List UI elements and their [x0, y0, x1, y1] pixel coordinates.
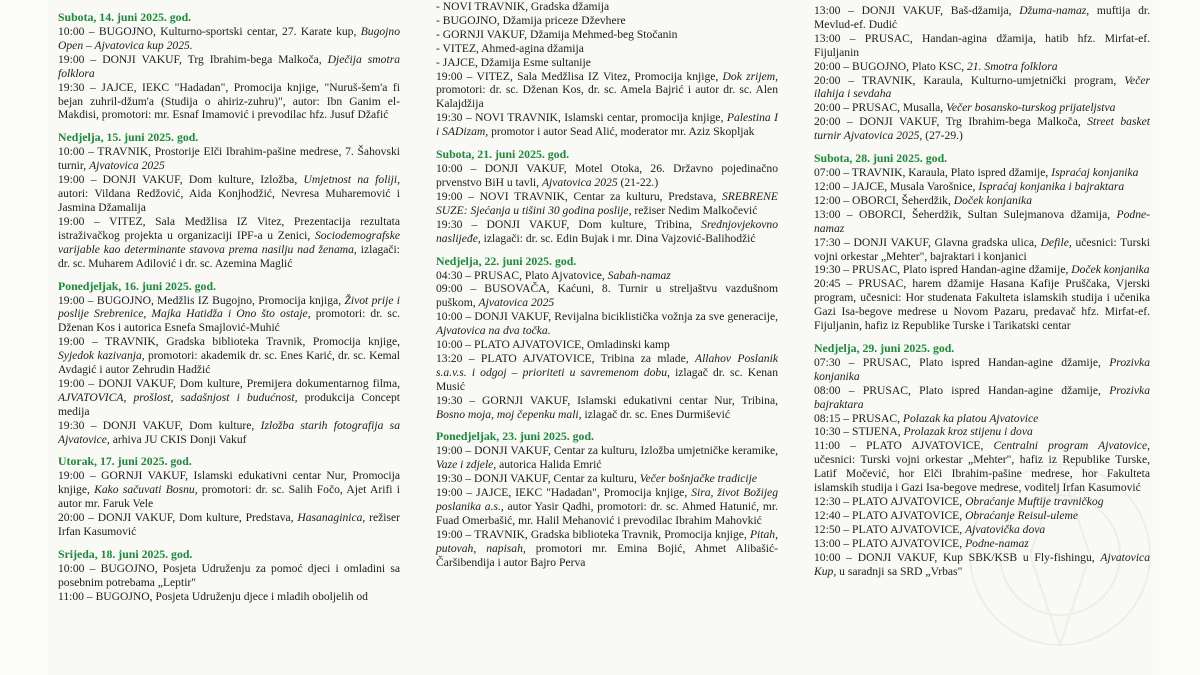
event-text: 19:30 – DONJI VAKUF, Dom kulture, — [58, 418, 261, 432]
event-entry — [436, 282, 778, 310]
event-entry — [436, 269, 778, 283]
event-text: 13:00 – PRUSAC, Handan-agina džamija, hatib hfz. Mirfat-ef. Fijuljanin — [814, 31, 1150, 59]
event-text: 19:00 – VITEZ, Sala Medžlisa IZ Vitez, Prezentacija rezultata istraživačkog projekta u organizaciji IPF-a u Zenici, — [58, 214, 400, 242]
event-entry — [814, 236, 1150, 264]
event-text: 12:00 – OBORCI, Šeherdžik, — [814, 193, 954, 207]
event-title: Sociodemografske varijable kao determinante stavova prema nasilju nad ženama, — [58, 228, 400, 256]
event-title: Ajvatovička dova — [965, 522, 1046, 536]
event-title: Bosno moja, moj čepenku mali, — [436, 407, 582, 421]
day-heading: Subota, 14. juni 2025. god. — [58, 10, 192, 24]
event-title: Večer bosansko-turskog prijateljstva — [946, 101, 1116, 115]
event-text: 10:00 – BUGOJNO, Kulturno-sportski centar, 27. Karate kup, — [58, 25, 361, 38]
day-block — [814, 341, 1150, 579]
event-entry — [436, 14, 778, 28]
event-text: 13:20 – PLATO AJVATOVICE, Tribina za mlade, — [436, 351, 695, 365]
event-text: - NOVI TRAVNIK, Gradska džamija — [436, 0, 610, 13]
event-details: promotori mr. Emina Bojić, Ahmet Alibašić-Čaršibendija i autor Bajro Perva — [436, 541, 779, 569]
day-block — [58, 130, 400, 270]
event-text: 20:00 – DONJI VAKUF, Dom kulture, Predstava, — [58, 511, 298, 525]
event-title: Ispraćaj konjanika — [1051, 166, 1139, 180]
event-text: 07:00 – TRAVNIK, Karaula, Plato ispred džamije, — [814, 166, 1052, 180]
event-entry — [436, 190, 778, 218]
event-title: Allahov Poslanik s.a.v.s. i odgoj – prioriteti u savremenom dobu, — [436, 351, 778, 379]
day-heading: Nedjelja, 29. juni 2025. god. — [814, 340, 955, 355]
event-details: režiser Nedim Malkočević — [631, 203, 758, 217]
event-text: 10:00 – DONJI VAKUF, Motel Otoka, 26. Državno pojedinačno prvenstvo BiH u tavli, — [436, 162, 778, 189]
event-entry — [436, 472, 778, 486]
event-details: produkcija Concept medija — [58, 390, 400, 418]
event-entry — [436, 0, 778, 14]
day-block — [58, 547, 400, 604]
event-entry — [436, 111, 778, 139]
event-title: Ajvatovica na dva točka. — [436, 324, 551, 338]
event-text: 12:40 – PLATO AJVATOVICE, — [814, 508, 966, 522]
event-entry — [814, 115, 1150, 143]
event-text: 19:00 – NOVI TRAVNIK, Centar za kulturu, Predstava, — [436, 189, 722, 203]
event-text: 19:00 – TRAVNIK, Gradska biblioteka Travnik, Promocija knjige, — [58, 335, 400, 349]
event-entry — [58, 53, 400, 81]
event-text: 10:00 – TRAVNIK, Prostorije Elči Ibrahim-pašine medrese, 7. Šahovski turnir, — [58, 145, 400, 173]
program-column-2 — [436, 0, 778, 578]
event-text: 19:00 – DONJI VAKUF, Centar za kulturu, Izložba umjetničke keramike, — [436, 444, 778, 458]
event-entry — [814, 439, 1150, 495]
event-entry — [436, 310, 778, 338]
event-entry — [58, 469, 400, 511]
event-entry — [58, 173, 400, 215]
event-entry — [58, 511, 400, 539]
event-title: Syjedok kazivanja, — [58, 349, 145, 363]
event-text: 13:00 – DONJI VAKUF, Baš-džamija, — [814, 4, 1020, 17]
program-column-1 — [58, 10, 400, 612]
event-text: 10:00 – BUGOJNO, Posjeta Udruženju za pomoć djeci i omladini sa posebnim potrebama „Leptir" — [58, 562, 400, 589]
day-block — [436, 0, 778, 139]
event-details: (21-22.) — [617, 175, 659, 189]
event-entry — [814, 412, 1150, 426]
day-heading: Subota, 28. juni 2025. god. — [814, 151, 948, 166]
event-entry — [436, 338, 778, 352]
event-title: Palestina I i SADizam, — [436, 111, 778, 139]
event-text: 19:30 – DONJI VAKUF, Dom kulture, Tribina, — [436, 217, 702, 231]
day-block — [436, 429, 778, 569]
event-title: Dok zrijem, — [722, 69, 778, 83]
event-entry — [436, 218, 778, 246]
event-title: AJVATOVICA, prošlost, sadašnjost i budućnost, — [58, 390, 298, 404]
event-entry — [814, 425, 1150, 439]
event-text: 19:00 – VITEZ, Sala Medžlisa IZ Vitez, Promocija knjige, — [436, 69, 723, 83]
event-title: Podne-namaz — [965, 536, 1029, 550]
event-title: Defile, — [1040, 235, 1072, 249]
event-text: 11:00 – PLATO AJVATOVICE, — [814, 439, 994, 453]
event-entry — [814, 523, 1150, 537]
event-details: autori: Vildana Redžović, Aida Konjhodžić, Nevresa Muharemović i Jasmina Džamalija — [58, 187, 400, 214]
day-heading: Ponedjeljak, 16. juni 2025. god. — [58, 278, 216, 293]
event-text: 08:00 – PRUSAC, Plato ispred Handan-agine džamije, — [814, 383, 1110, 397]
event-entry — [436, 352, 778, 394]
event-title: Prolazak kroz stijenu i dova — [903, 425, 1033, 439]
event-title: Večer ilahija i sevdaha — [814, 73, 1150, 101]
event-text: 13:00 – OBORCI, Šeherdžik, Sultan Sulejmanova džamija, — [814, 207, 1117, 221]
event-details: izlagači: dr. sc. Edin Bujak i mr. Dina Vajzović-Balihodžić — [480, 231, 756, 245]
program-column-3 — [814, 4, 1150, 586]
event-text: - VITEZ, Ahmed-agina džamija — [436, 41, 584, 55]
event-details: promotori: dr. sc. Salih Fočo, Ajet Arifi i autor mr. Faruk Vele — [58, 483, 400, 511]
event-title: Džuma-namaz, — [1019, 4, 1090, 17]
event-details: učesnici: Turski vojni orkestar „Mehter", hafiz iz Republike Turske, Latif Močević, hor Elči Ibrahim-pašine medrese, hor Fakulteta islamskih studija i Gazi Isa-begove medrese, voditelj Irfan Kasumović — [814, 453, 1150, 495]
event-entry — [436, 528, 778, 570]
event-entry — [814, 537, 1150, 551]
event-entry — [814, 263, 1150, 277]
event-entry — [814, 495, 1150, 509]
event-text: 19:00 – BUGOJNO, Medžlis IZ Bugojno, Promocija knjiga, — [58, 293, 345, 307]
event-entry — [436, 486, 778, 528]
day-block — [814, 151, 1150, 333]
day-heading: Ponedjeljak, 23. juni 2025. god. — [436, 429, 594, 444]
event-title: Sira, život Božijeg poslanika a.s., — [436, 486, 779, 514]
event-details: izlagač dr. sc. Kenan Musić — [436, 365, 778, 393]
event-details: autorica Halida Emrić — [496, 458, 602, 472]
event-title: Doček konjanika — [953, 193, 1032, 207]
event-text: 19:00 – TRAVNIK, Gradska biblioteka Travnik, Promocija knjige, — [436, 527, 750, 541]
event-title: Kako sačuvati Bosnu, — [94, 483, 198, 497]
event-entry — [814, 101, 1150, 115]
event-details: arhiva JU CKIS Donji Vakuf — [109, 432, 247, 446]
event-title: Centralni program Ajvatovice, — [993, 439, 1150, 453]
event-title: Ajvatovica 2025 — [541, 175, 618, 189]
event-title: Bugojno Open – Ajvatovica kup 2025. — [58, 25, 400, 52]
event-title: Obraćanje Reisul-uleme — [965, 508, 1079, 522]
event-entry — [436, 444, 778, 472]
event-title: Ajvatovica 2025 — [478, 296, 555, 310]
event-details: promotori: dr. sc. Dženan Kos, dr. sc. Amela Bajrić i autor dr. sc. Alen Kalajdžija — [436, 83, 778, 111]
event-text: 19:30 – NOVI TRAVNIK, Islamski centar, promocija knjige, — [436, 111, 727, 125]
event-title: Doček konjanika — [1071, 263, 1150, 277]
event-title: Život prije i poslije Srebrenice, Majka Hatidža i Ono što ostaje, — [58, 293, 401, 321]
event-text: 10:30 – STIJENA, — [814, 425, 904, 439]
event-entry — [436, 70, 778, 112]
event-entry — [58, 590, 400, 604]
event-text: 19:30 – DONJI VAKUF, Centar za kulturu, — [436, 472, 640, 486]
event-text: - JAJCE, Džamija Esme sultanije — [436, 55, 591, 69]
day-heading: Subota, 21. juni 2025. god. — [436, 147, 570, 162]
day-block — [58, 454, 400, 539]
event-entry — [58, 81, 400, 123]
event-text: 12:50 – PLATO AJVATOVICE, — [814, 522, 966, 536]
event-entry — [58, 145, 400, 173]
event-entry — [436, 394, 778, 422]
event-title: Vaze i zdjele, — [436, 458, 497, 472]
event-text: 04:30 – PRUSAC, Plato Ajvatovice, — [436, 268, 608, 282]
day-heading: Srijeda, 18. juni 2025. god. — [58, 547, 193, 561]
event-entry — [814, 194, 1150, 208]
event-details: (27-29.) — [922, 129, 963, 143]
day-block — [58, 279, 400, 447]
event-entry — [58, 419, 400, 447]
event-text: 19:30 – GORNJI VAKUF, Islamski edukativni centar Nur, Tribina, — [436, 393, 778, 407]
event-details: promotori: dr. sc. Dženan Kos i autorica Esnefa Smajlović-Muhić — [58, 307, 400, 335]
event-title: Pitah, putovah, napisah, — [436, 527, 778, 555]
event-entry — [814, 208, 1150, 236]
event-text: 20:00 – BUGOJNO, Plato KSC, — [814, 59, 967, 73]
event-details: izlagači: dr. sc. Muharem Adilović i dr. sc. Azemina Maglić — [58, 242, 400, 270]
day-block — [58, 10, 400, 122]
event-text: 20:00 – PRUSAC, Musalla, — [814, 101, 947, 115]
event-title: Umjetnost na foliji, — [303, 173, 400, 187]
event-entry — [58, 25, 400, 53]
event-text: 19:00 – GORNJI VAKUF, Islamski edukativni centar Nur, Promocija knjige, — [58, 469, 400, 497]
event-details: muftija dr. Mevlud-ef. Dudić — [814, 4, 1150, 31]
event-details: učesnici: Turski vojni orkestar „Mehter", bajraktari i konjanici — [814, 235, 1150, 263]
day-heading: Nedjelja, 15. juni 2025. god. — [58, 130, 199, 145]
event-details: promotori: akademik dr. sc. Enes Karić, dr. sc. Kemal Avdagić i autor Zehrudin Hadžić — [58, 349, 401, 377]
event-entry — [58, 294, 400, 336]
event-text: 20:00 – DONJI VAKUF, Trg Ibrahim-bega Malkoča, — [814, 115, 1088, 129]
event-title: Hasanaginica, — [297, 511, 366, 525]
event-entry — [814, 32, 1150, 60]
event-entry — [814, 356, 1150, 384]
day-heading: Nedjelja, 22. juni 2025. god. — [436, 253, 577, 268]
event-entry — [58, 377, 400, 419]
event-entry — [58, 562, 400, 590]
event-text: 07:30 – PRUSAC, Plato ispred Handan-agine džamije, — [814, 355, 1110, 369]
day-block — [814, 4, 1150, 143]
event-text: 19:00 – JAJCE, IEKC "Hadadan", Promocija knjige, — [436, 486, 692, 500]
event-text: 20:00 – TRAVNIK, Karaula, Kulturno-umjetnički program, — [814, 73, 1125, 87]
event-title: Podne-namaz — [814, 207, 1150, 235]
event-text: 10:00 – DONJI VAKUF, Kup SBK/KSB u Fly-fishingu, — [814, 550, 1101, 564]
day-block — [436, 147, 778, 245]
event-text: 12:00 – JAJCE, Musala Varošnice, — [814, 179, 979, 193]
event-text: 19:00 – DONJI VAKUF, Dom kulture, Izložba, — [58, 173, 304, 187]
event-details: autor Yasir Qadhi, promotori: dr. sc. Ahmed Hatunić, mr. Fuad Omerbašić, mr. Halil Mehanović i prevodilac Ibrahim Mahovkić — [436, 500, 778, 527]
event-entry — [814, 384, 1150, 412]
event-title: Izložba starih fotografija sa Ajvatovice, — [58, 418, 400, 446]
event-title: Ajvatovica 2025 — [89, 159, 165, 173]
event-entry — [814, 277, 1150, 333]
event-text: 08:15 – PRUSAC, — [814, 411, 903, 425]
event-entry — [58, 215, 400, 271]
event-entry — [814, 551, 1150, 579]
event-entry — [814, 180, 1150, 194]
event-entry — [814, 509, 1150, 523]
event-text: 10:00 – DONJI VAKUF, Revijalna biciklistička vožnja za sve generacije, — [436, 310, 778, 324]
day-block — [436, 254, 778, 422]
event-title: Obraćanje Muftije travničkog — [965, 495, 1104, 508]
event-entry — [436, 162, 778, 190]
event-title: Polazak ka platou Ajvatovice — [902, 411, 1039, 425]
event-title: Sabah-namaz — [607, 268, 671, 282]
event-entry — [814, 74, 1150, 102]
event-title: 21. Smotra folklora — [967, 59, 1058, 73]
event-title: Ispraćaj konjanika i bajraktara — [978, 179, 1125, 193]
event-text: - GORNJI VAKUF, Džamija Mehmed-beg Stočanin — [436, 27, 678, 41]
event-entry — [814, 166, 1150, 180]
event-details: režiser Irfan Kasumović — [58, 511, 400, 539]
event-text: 17:30 – DONJI VAKUF, Glavna gradska ulica, — [814, 235, 1041, 249]
event-text: 13:00 – PLATO AJVATOVICE, — [814, 536, 966, 550]
event-text: 19:30 – JAJCE, IEKC "Hadadan", Promocija knjige, "Nuruš-šem'a fi bejan zuhril-džum'a (Studija o ahiriz-zuhru)", autor: Ibn Ganim el-Makdisi, promotori: mr. Esnaf Imamović i prevodilac hfz. Jusuf Džafić — [58, 80, 400, 122]
event-entry — [814, 60, 1150, 74]
event-text: 20:45 – PRUSAC, harem džamije Hasana Kafije Pruščaka, Vjerski program, učesnici: Hor studenata Fakulteta islamskih studija i učenika Gazi Isa-begove medrese u Novom Pazaru, predavač hfz. Mirfat-ef. Fijuljanin, hafiz iz Republike Turske i Tarikatski centar — [814, 277, 1150, 333]
event-title: Dječija smotra folklora — [58, 52, 400, 80]
event-title: Srednjovjekovno naslijeđe, — [436, 217, 778, 245]
event-entry — [436, 56, 778, 70]
event-details: u saradnji sa SRD „Vrbas" — [836, 564, 963, 578]
event-text: 11:00 – BUGOJNO, Posjeta Udruženju djece i mladih oboljelih od — [58, 589, 368, 603]
event-title: Prozivka konjanika — [814, 355, 1150, 383]
event-text: 19:00 – DONJI VAKUF, Trg Ibrahim-bega Malkoča, — [58, 52, 328, 66]
event-title: SREBRENE SUZE: Sjećanja u tišini 30 godina poslije, — [436, 189, 778, 217]
event-entry — [436, 42, 778, 56]
event-title: Street basket turnir Ajvatovica 2025, — [814, 115, 1150, 143]
event-text: 09:00 – BUSOVAČA, Kaćuni, 8. Turnir u streljaštvu vazdušnom puškom, — [436, 282, 778, 310]
event-entry — [814, 4, 1150, 32]
event-entry — [436, 28, 778, 42]
event-entry — [58, 335, 400, 377]
event-text: - BUGOJNO, Džamija priceze Dževhere — [436, 13, 626, 27]
event-text: 12:30 – PLATO AJVATOVICE, — [814, 495, 966, 508]
event-title: Večer bošnjačke tradicije — [639, 472, 757, 486]
event-text: 19:00 – DONJI VAKUF, Dom kulture, Premijera dokumentarnog filma, — [58, 376, 400, 390]
event-title: Ajvatovica Kup, — [814, 550, 1150, 578]
event-details: promotor i autor Sead Alić, moderator mr. Aziz Skopljak — [488, 125, 755, 139]
event-text: 10:00 – PLATO AJVATOVICE, Omladinski kamp — [436, 338, 670, 352]
event-title: Prozivka bajraktara — [814, 383, 1150, 411]
event-text: 19:30 – PRUSAC, Plato ispred Handan-agine džamije, — [814, 263, 1072, 277]
day-heading: Utorak, 17. juni 2025. god. — [58, 454, 192, 469]
event-details: izlagač dr. sc. Enes Durmišević — [581, 407, 730, 421]
